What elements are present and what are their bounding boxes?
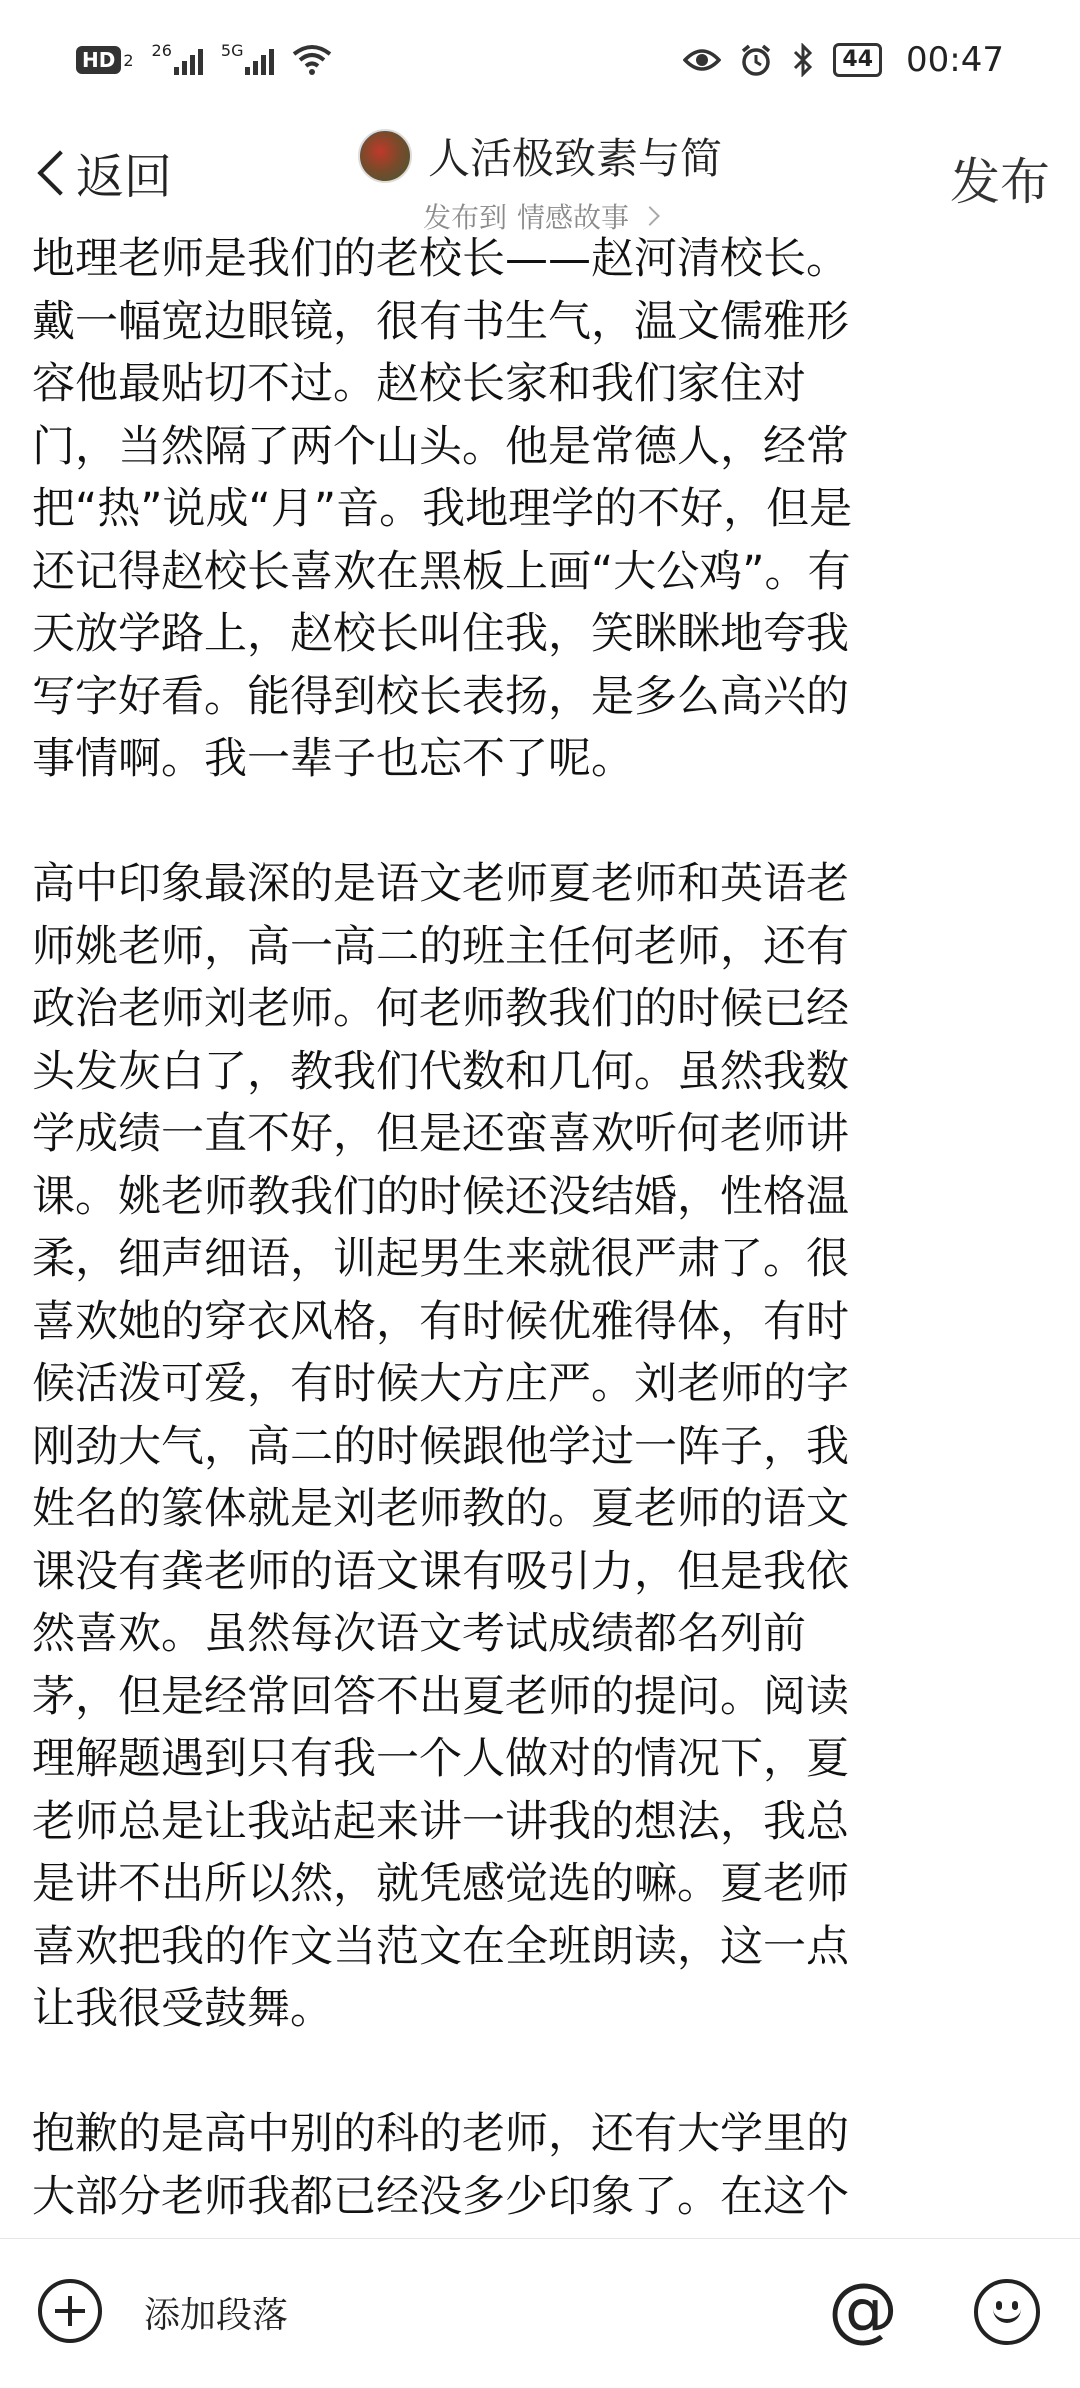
- paragraph[interactable]: 抱歉的是高中别的科的老师，还有大学里的 大部分老师我都已经没多少印象了。在这个: [32, 2109, 849, 2222]
- publish-button[interactable]: 发布: [950, 153, 1050, 211]
- author-row: [358, 126, 722, 186]
- status-left: [76, 40, 332, 76]
- back-label: 返回: [76, 149, 173, 205]
- signal-bars-icon: [245, 45, 274, 75]
- nav-bar: [0, 120, 1080, 234]
- signal-bars-icon: [174, 45, 203, 75]
- signal-1-label: 26: [151, 40, 172, 60]
- status-time: 00:47: [906, 40, 1004, 80]
- hd-sub: 2: [123, 50, 134, 70]
- category-label: 情感故事: [517, 201, 630, 234]
- signal-1: [151, 40, 203, 75]
- add-paragraph-button[interactable]: 添加段落: [144, 2295, 289, 2336]
- status-right: [683, 40, 1004, 80]
- bluetooth-icon: [791, 43, 815, 77]
- article-editor[interactable]: [32, 228, 1052, 2223]
- signal-2-label: 5G: [220, 40, 244, 60]
- chevron-right-icon: [640, 206, 660, 226]
- author-block: [0, 126, 1080, 236]
- add-circle-icon[interactable]: [38, 2279, 102, 2343]
- signal-2: [220, 40, 275, 75]
- author-name: 人活极致素与简: [427, 134, 722, 183]
- wifi-icon: [292, 44, 332, 76]
- avatar: [358, 129, 412, 183]
- bottom-toolbar: [0, 2238, 1080, 2388]
- status-bar: [0, 0, 1080, 120]
- paragraph[interactable]: 高中印象最深的是语文老师夏老师和英语老 师姚老师，高一高二的班主任何老师，还有 政治老师刘老师。何老师教我们的时候已经 头发灰白了，教我们代数和几何。虽然我数 学成绩一直不好，但是还蛮喜欢听何老师讲 课。姚老师教我们的时候还没结婚，性格温 柔，细声细语，训起男生来就很严肃了。很 喜欢她的穿衣风格，有时候优雅得体，有时 候活泼可爱，有时候大方庄严。刘老师的字 刚劲大气，高二的时候跟他学过一阵子，我 姓名的篆体就是刘老师教的。夏老师的语文 课没有龚老师的语文课有吸引力，但是我依 然喜欢。虽然每次语文考试成绩都名列前 茅，但是经常回答不出夏老师的提问。阅读 理解题遇到只有我一个人做对的情况下，夏 老师总是让我站起来讲一讲我的想法，我总 是讲不出所以然，就凭感觉选的嘛。夏老师 喜欢把我的作文当范文在全班朗读，这一点 让我很受鼓舞。: [32, 859, 849, 2034]
- paragraph-spacer: [32, 2041, 1052, 2104]
- paragraph-spacer: [32, 791, 1052, 854]
- emoji-icon[interactable]: [974, 2279, 1040, 2345]
- emoji-mouth: [993, 2305, 1021, 2323]
- alarm-icon: [739, 43, 773, 77]
- publish-to-label: 发布到: [422, 201, 507, 234]
- hd-badge: HD: [76, 46, 121, 74]
- eye-icon: [683, 46, 721, 74]
- hd-indicator: [76, 46, 134, 74]
- at-mention-icon[interactable]: @: [828, 2268, 898, 2350]
- battery-indicator: 44: [833, 43, 882, 77]
- paragraph[interactable]: 地理老师是我们的老校长——赵河清校长。 戴一幅宽边眼镜，很有书生气，温文儒雅形 容他最贴切不过。赵校长家和我们家住对 门，当然隔了两个山头。他是常德人，经常 把“热”说成“月”音。我地理学的不好，但是 还记得赵校长喜欢在黑板上画“大公鸡”。有 天放学路上，赵校长叫住我，笑眯眯地夸我 写字好看。能得到校长表扬，是多么高兴的 事情啊。我一辈子也忘不了呢。: [32, 234, 853, 784]
